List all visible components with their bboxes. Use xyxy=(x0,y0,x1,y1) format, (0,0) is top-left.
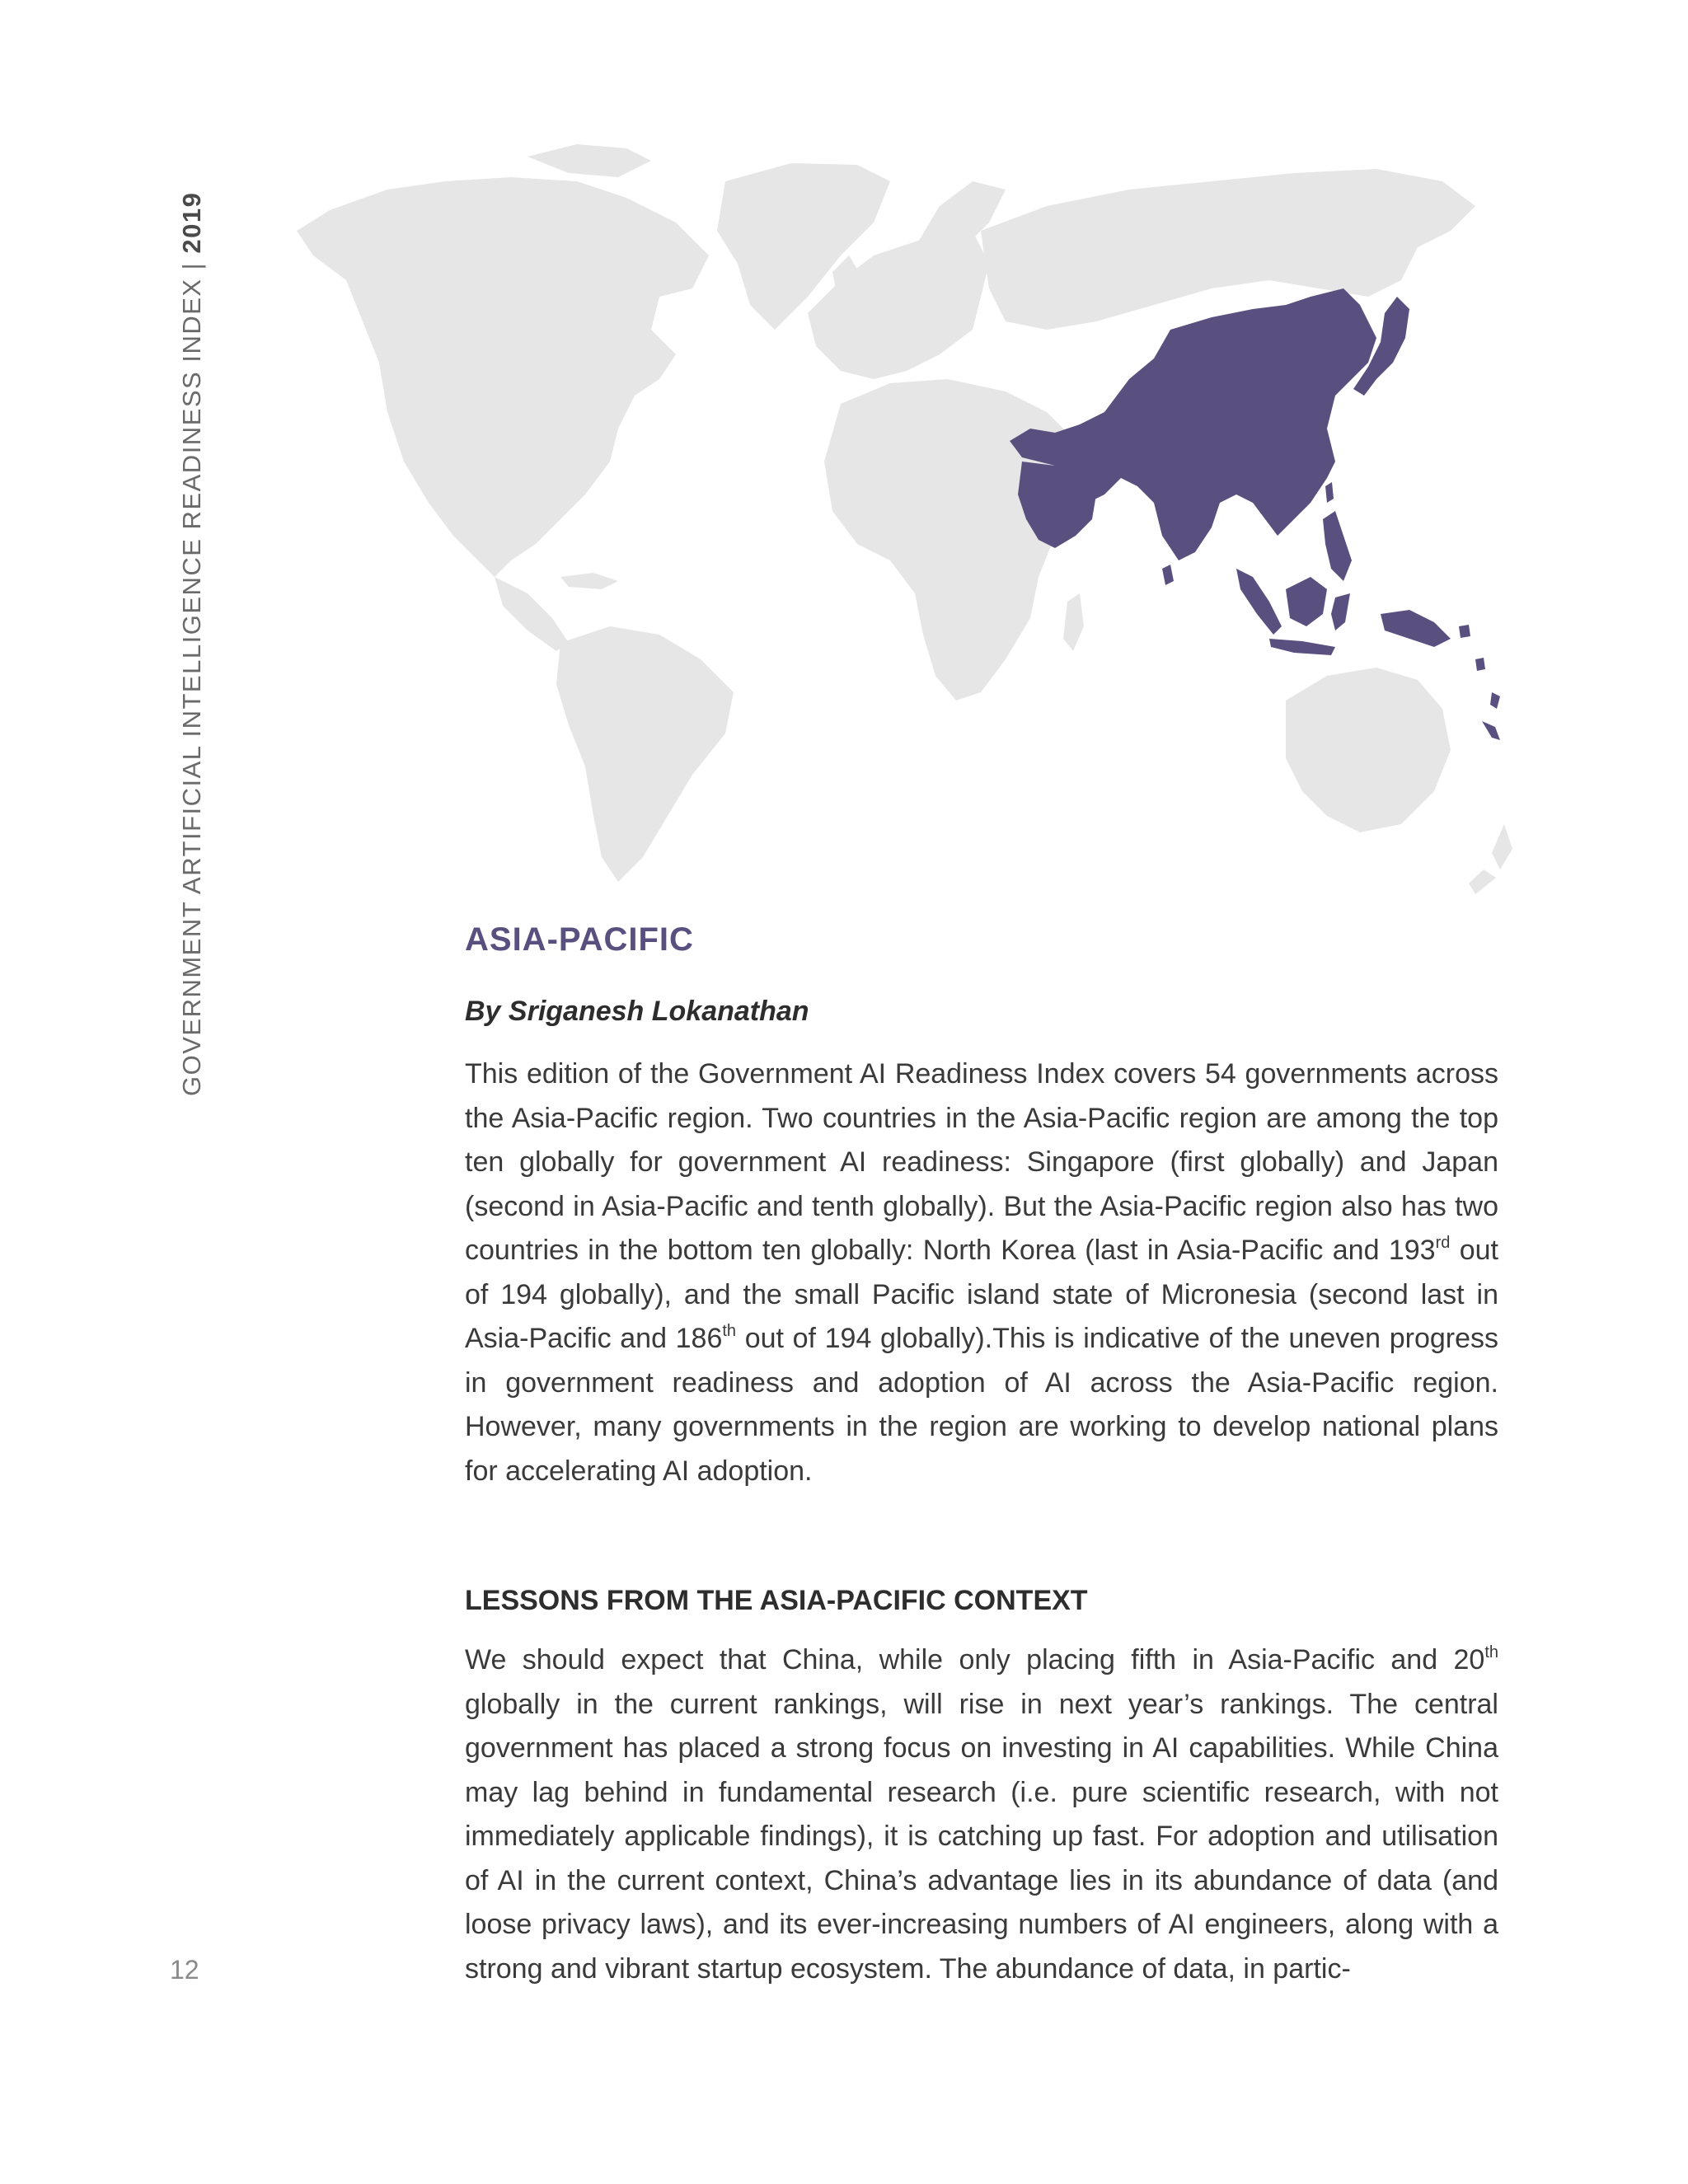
highlight-taiwan xyxy=(1325,482,1334,503)
section-title: ASIA-PACIFIC xyxy=(465,921,694,958)
paragraph-intro xyxy=(465,1052,1498,1493)
ordinal-suffix-rd: rd xyxy=(1435,1234,1451,1252)
land-south-america xyxy=(556,626,734,882)
running-title xyxy=(177,192,207,1096)
highlight-papua xyxy=(1381,610,1451,647)
paragraph-intro-part-3: out of 194 globally).This is indicative of the uneven progress in government readiness and adoption of AI across the Asia-Pacific region. However, many governments in the region are working to develop national plans for accelerating AI adoption. xyxy=(465,1323,1498,1487)
paragraph-intro-part-2: out of 194 globally), and the small Pacific island state of Micronesia (second last in Asia-Pacific and 186 xyxy=(465,1235,1498,1354)
ordinal-suffix-th: th xyxy=(722,1322,737,1340)
highlight-pacific-islands-3 xyxy=(1490,692,1500,709)
world-map-svg xyxy=(264,132,1517,898)
page-number: 12 xyxy=(170,1955,199,1985)
highlight-sulawesi xyxy=(1331,593,1350,630)
land-north-america xyxy=(297,177,709,577)
highlight-sumatra xyxy=(1236,569,1282,635)
paragraph-lessons-part-1: We should expect that China, while only placing fifth in Asia-Pacific and 20 xyxy=(465,1644,1485,1675)
land-caribbean xyxy=(560,573,618,589)
land-australia xyxy=(1286,668,1451,832)
land-new-zealand xyxy=(1492,824,1512,869)
land-madagascar xyxy=(1063,593,1084,651)
highlight-sri-lanka xyxy=(1162,565,1174,585)
byline: By Sriganesh Lokanathan xyxy=(465,996,809,1027)
paragraph-intro-part-1: This edition of the Government AI Readiness Index covers 54 governments across the Asia-Pacific region. Two countries in the Asia-Pacific region are among the top ten globally for government AI readiness: Singapore (first globally) and Japan (second in Asia-Pacific and tenth globally). But the Asia-Pacific region also has two countries in the bottom ten globally: North Korea (last in Asia-Pacific and 193 xyxy=(465,1058,1498,1266)
highlight-philippines xyxy=(1323,511,1352,581)
article-content xyxy=(465,919,1498,1991)
running-title-text: GOVERNMENT ARTIFICIAL INTELLIGENCE READINESS INDEX | xyxy=(177,253,206,1096)
world-map xyxy=(264,132,1517,898)
subheading-lessons: LESSONS FROM THE ASIA-PACIFIC CONTEXT xyxy=(465,1585,1088,1616)
ordinal-suffix-th-2: th xyxy=(1484,1643,1498,1661)
highlight-java xyxy=(1269,639,1335,655)
highlight-borneo xyxy=(1286,577,1327,626)
land-new-zealand-south xyxy=(1469,869,1496,894)
running-title-year: 2019 xyxy=(177,191,206,254)
highlight-pacific-islands-2 xyxy=(1475,658,1485,671)
paragraph-lessons-part-2: globally in the current rankings, will rise in next year’s rankings. The central government has placed a strong focus on investing in AI capabilities. While China may lag behind in fundamental research (i.e. pure scientific research, with not immediately applicable findings), it is catching up fast. For adoption and utilisation of AI in the current context, China’s advantage lies in its abundance of data (and loose privacy laws), and its ever-increasing numbers of AI engineers, along with a strong and vibrant startup ecosystem. The abundance of data, in partic- xyxy=(465,1688,1498,1985)
highlight-pacific-islands-1 xyxy=(1459,625,1470,638)
land-central-america xyxy=(495,577,569,651)
highlight-pacific-islands-4 xyxy=(1482,721,1500,740)
land-arctic-islands xyxy=(528,144,651,177)
paragraph-lessons xyxy=(465,1638,1498,1991)
